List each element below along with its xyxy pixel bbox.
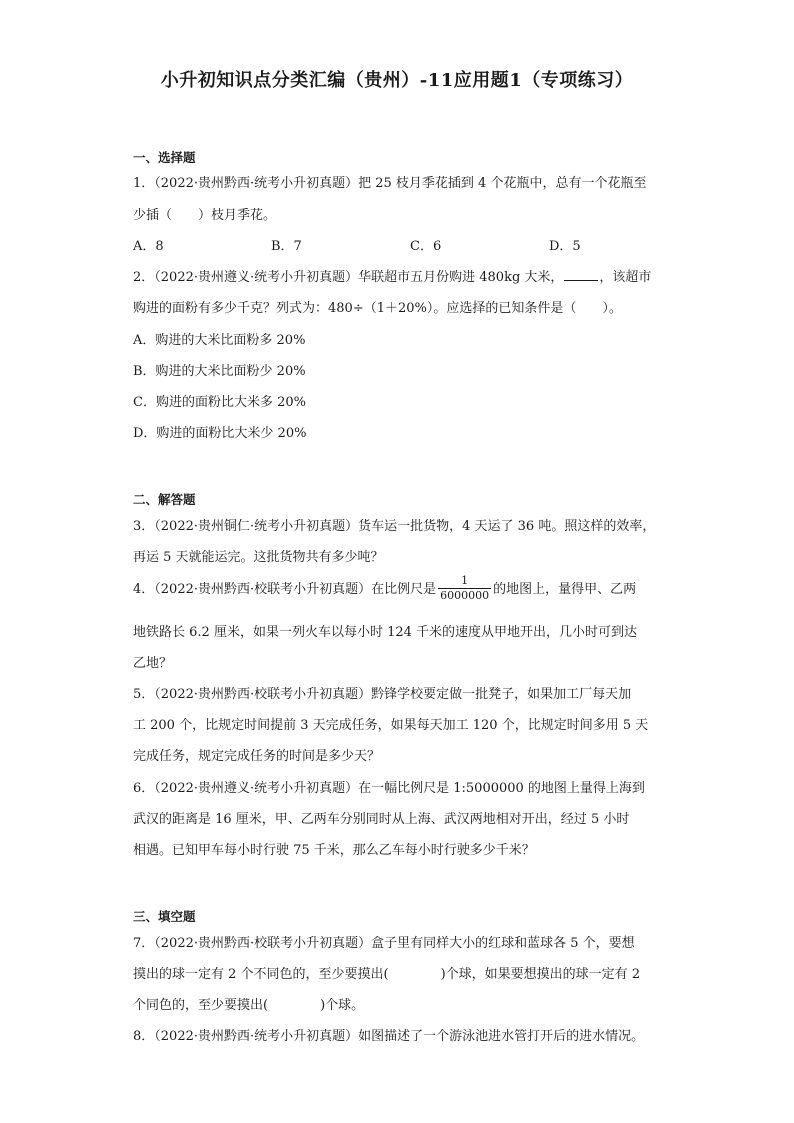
q4-line-3: 乙地？	[133, 656, 173, 671]
q5-line-3: 完成任务，规定完成任务的时间是多少天？	[133, 749, 381, 764]
q7-line-1: 7．（2022·贵州黔西·校联考小升初真题）盒子里有同样大小的红球和蓝球各 5 个，要想	[133, 936, 635, 951]
q2-line-1	[133, 266, 651, 285]
q3-line-1: 3．（2022·贵州铜仁·统考小升初真题）货车运一批货物，4 天运了 36 吨。照这样的效率，	[133, 519, 656, 534]
q7-line-3-end: )个球。	[320, 998, 365, 1013]
q5-line-2: 工 200 个，比规定时间提前 3 天完成任务，如果每天加工 120 个，比规定时间多用 5 天	[133, 718, 649, 733]
section-heading-solve: 二、解答题	[133, 492, 196, 507]
q2-line-1-start: 2．（2022·贵州遵义·统考小升初真题）华联超市五月份购进 480kg 大米，	[133, 270, 564, 285]
q8-line-1: 8．（2022·贵州黔西·统考小升初真题）如图描述了一个游泳池进水管打开后的进水情况。	[133, 1029, 645, 1044]
q6-line-3: 相遇。已知甲车每小时行驶 75 千米，那么乙车每小时行驶多少千米？	[133, 843, 535, 858]
q2-line-1-end: ，该超市	[599, 270, 652, 285]
q2-line-2: 购进的面粉有多少千克？列式为：480÷（1＋20%）。应选择的已知条件是（ ）。	[133, 301, 622, 316]
q7-line-3-start: 个同色的，至少要摸出(	[133, 998, 269, 1013]
q1-option-d: D．5	[549, 239, 581, 254]
q2-option-b: B．购进的大米比面粉少 20%	[133, 364, 306, 379]
q7-line-2	[133, 963, 640, 982]
page-title: 小升初知识点分类汇编（贵州）-11应用题1（专项练习）	[160, 70, 634, 91]
q6-line-1: 6．（2022·贵州遵义·统考小升初真题）在一幅比例尺是 1:5000000 的地图上量得上海到	[133, 781, 645, 796]
section-heading-fill: 三、填空题	[133, 909, 196, 924]
q2-option-d: D．购进的面粉比大米少 20%	[133, 426, 307, 441]
section-heading-choice: 一、选择题	[133, 150, 196, 165]
q1-line-2: 少插（ ）枝月季花。	[133, 208, 277, 223]
q2-option-a: A．购进的大米比面粉多 20%	[133, 333, 306, 348]
fraction-numerator: 1	[438, 574, 491, 589]
q1-option-a: A．8	[133, 239, 164, 254]
q3-line-2: 再运 5 天就能运完。这批货物共有多少吨？	[133, 550, 384, 565]
q4-line-2: 地铁路长 6.2 厘米，如果一列火车以每小时 124 千米的速度从甲地开出，几小时可到达	[133, 625, 638, 640]
q1-option-b: B．7	[271, 239, 302, 254]
q6-line-2: 武汉的距离是 16 厘米，甲、乙两车分别同时从上海、武汉两地相对开出，经过 5 小时	[133, 812, 630, 827]
q7-line-3	[133, 994, 364, 1013]
q7-line-2-start: 摸出的球一定有 2 个不同色的，至少要摸出(	[133, 967, 389, 982]
q2-option-c: C．购进的面粉比大米多 20%	[133, 395, 306, 410]
fraction-denominator: 6000000	[440, 589, 490, 602]
q4-line-1	[133, 575, 636, 604]
q2-blank	[564, 268, 598, 281]
q1-option-c: C．6	[410, 239, 442, 254]
q4-line-1-start: 4．（2022·贵州黔西·校联考小升初真题）在比例尺是	[133, 582, 437, 597]
q4-line-1-end: 的地图上，量得甲、乙两	[493, 582, 637, 597]
q7-line-2-end: )个球，如果要想摸出的球一定有 2	[440, 967, 641, 982]
q5-line-1: 5．（2022·贵州黔西·校联考小升初真题）黔锋学校要定做一批凳子，如果加工厂每天加	[133, 687, 632, 702]
scale-fraction	[438, 574, 491, 603]
q1-line-1: 1．（2022·贵州黔西·统考小升初真题）把 25 枝月季花插到 4 个花瓶中，总有一个花瓶至	[133, 176, 647, 191]
